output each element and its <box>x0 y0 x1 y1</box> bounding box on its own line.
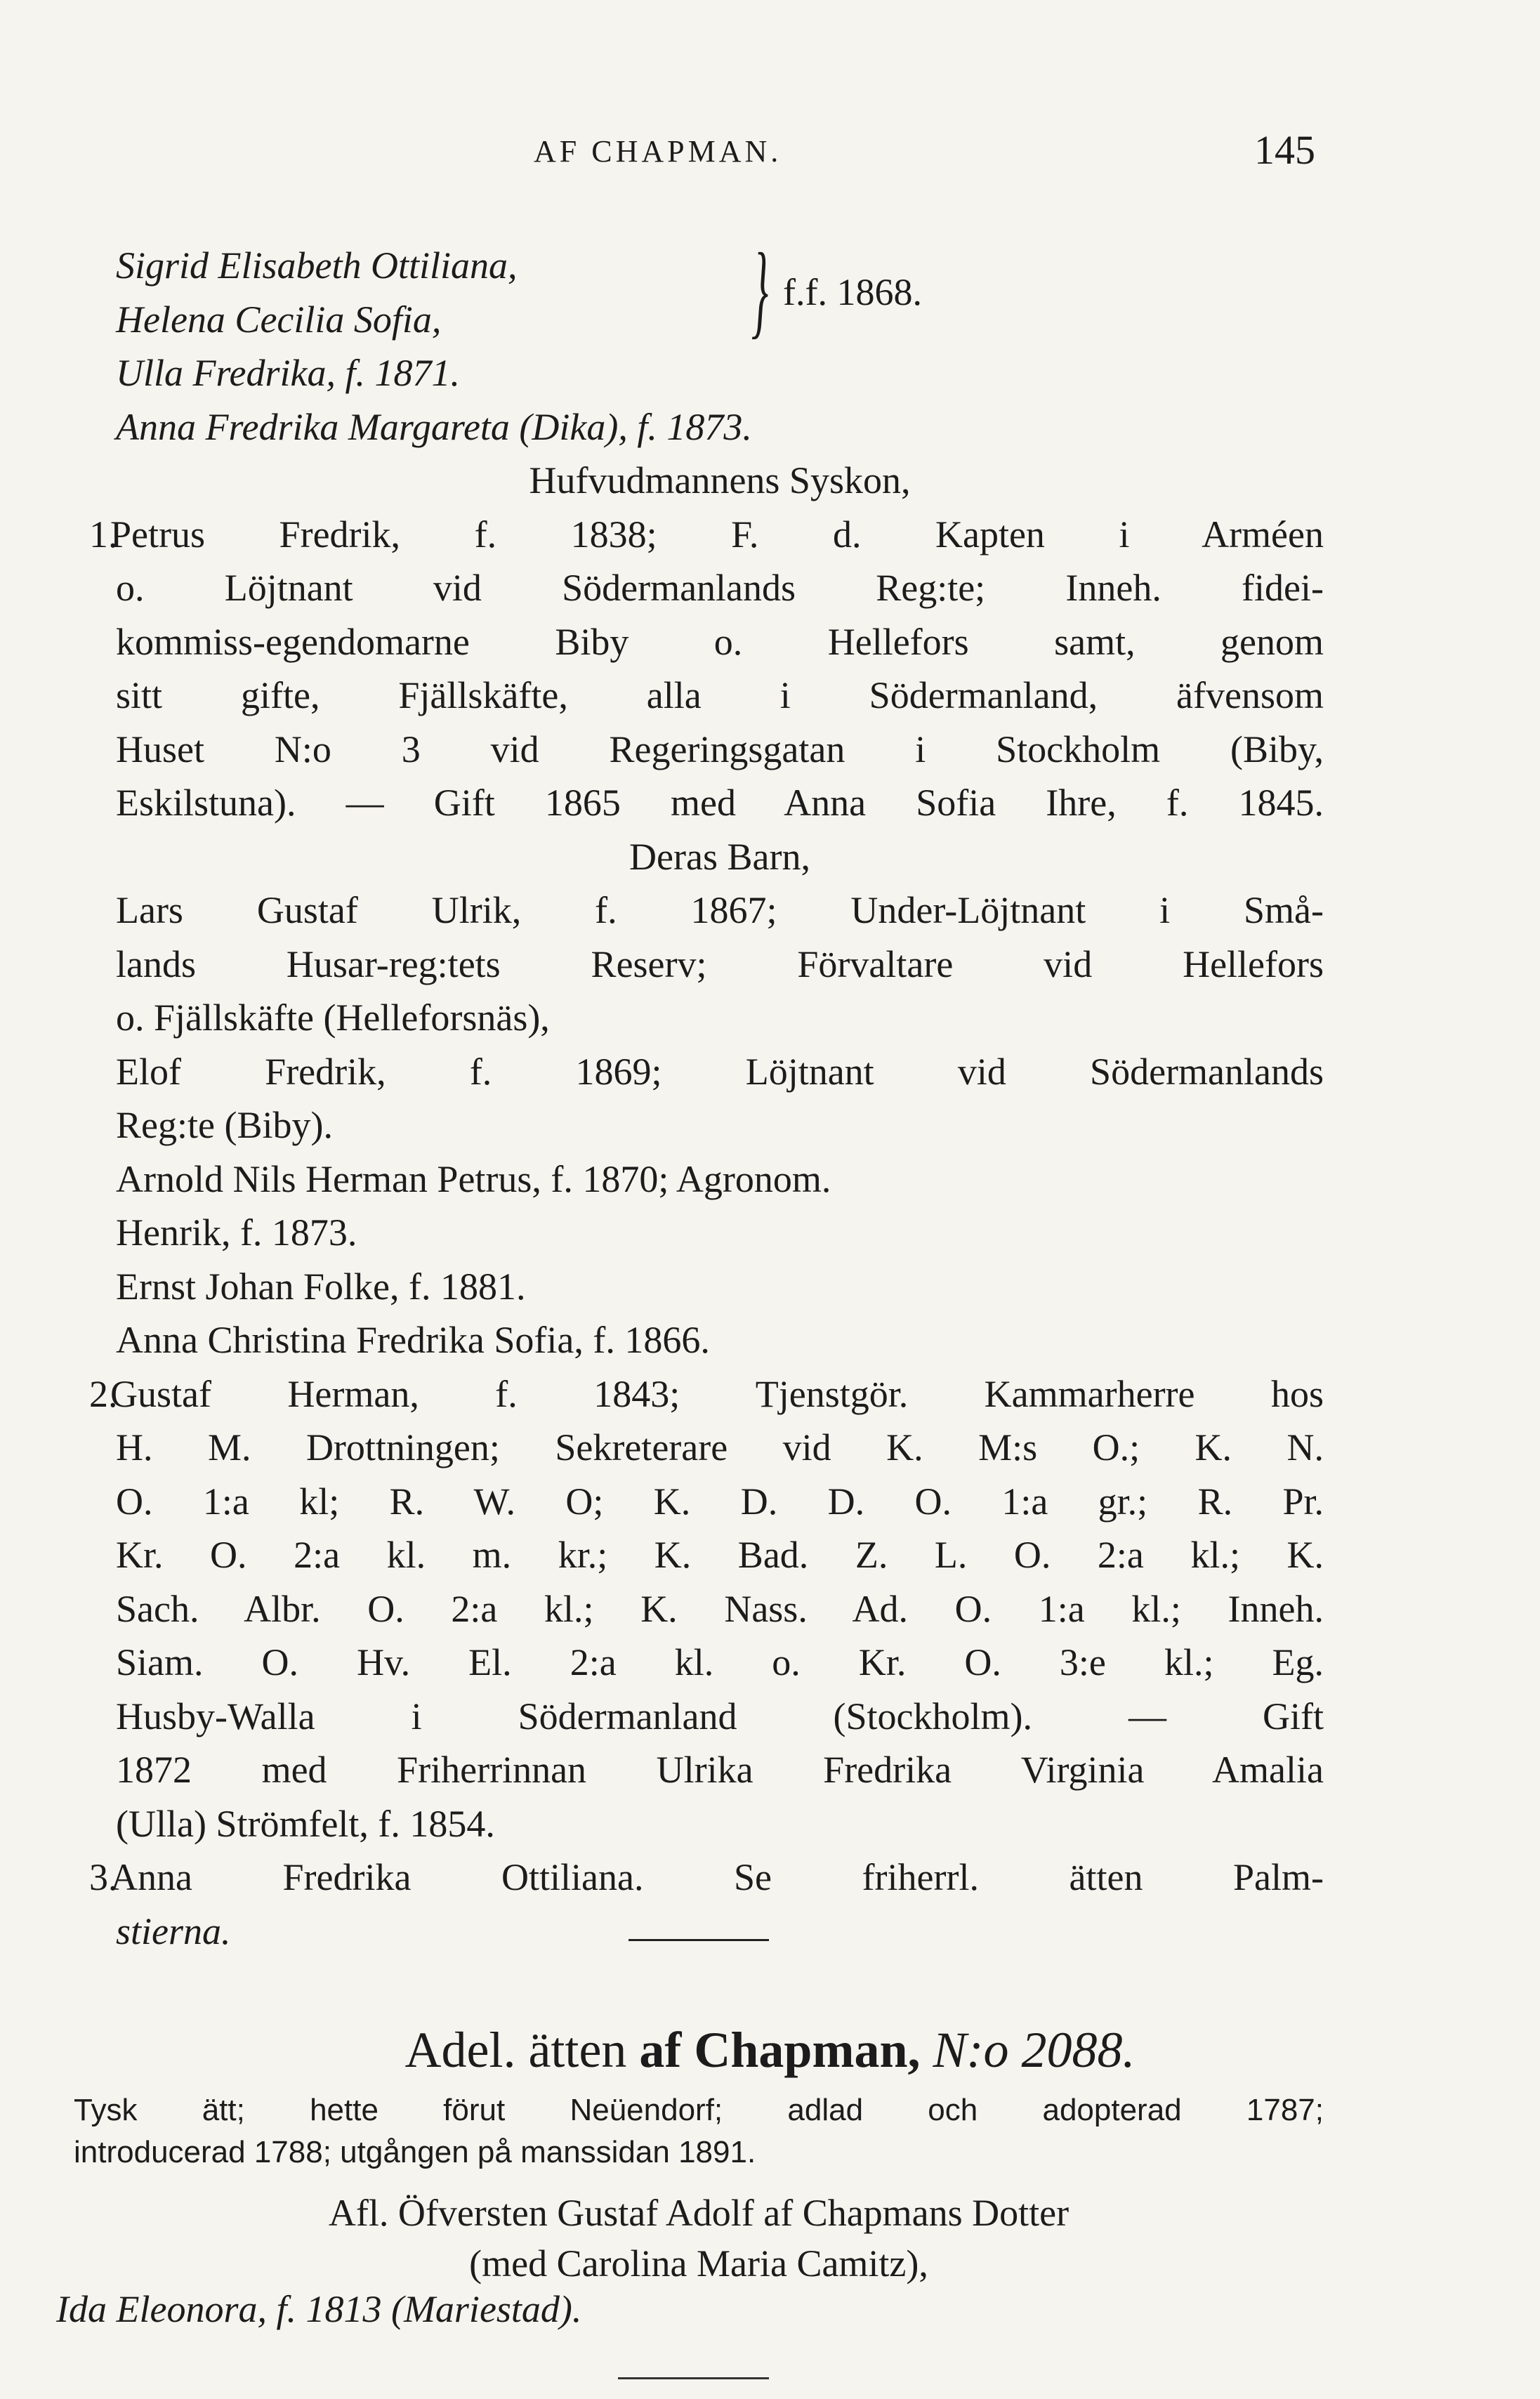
entry2-line8: 1872 med Friherrinnan Ulrika Fredrika Virginia Amalia <box>116 1749 1324 1791</box>
bottom-rule <box>618 2377 769 2379</box>
title-number: N:o 2088. <box>933 2022 1136 2078</box>
entry1-line3: kommiss-egendomarne Biby o. Hellefors samt, genom <box>116 620 1324 663</box>
entry1-number: 1. <box>89 513 118 556</box>
entry2-line6: Siam. O. Hv. El. 2:a kl. o. Kr. O. 3:e kl.; Eg. <box>116 1641 1324 1683</box>
child-elof-line1: Elof Fredrik, f. 1869; Löjtnant vid Södermanlands <box>116 1050 1324 1093</box>
heading-barn: Deras Barn, <box>629 835 810 878</box>
entry1-line6: Eskilstuna). — Gift 1865 med Anna Sofia Ihre, f. 1845. <box>116 782 1324 824</box>
heading-syskon: Hufvudmannens Syskon, <box>529 459 911 501</box>
entry1-line5: Huset N:o 3 vid Regeringsgatan i Stockholm (Biby, <box>116 728 1324 770</box>
entry1-line1: 1.Petrus Fredrik, f. 1838; F. d. Kapten i Arméen <box>116 508 1324 562</box>
main-text <box>89 232 1324 1958</box>
entry2-line4: Kr. O. 2:a kl. m. kr.; K. Bad. Z. L. O. 2:a kl.; K. <box>116 1534 1324 1576</box>
child-arnold: Arnold Nils Herman Petrus, f. 1870; Agronom. <box>116 1157 831 1200</box>
child-ida: Ida Eleonora, f. 1813 (Mariestad). <box>56 2288 582 2330</box>
entry2-line3: O. 1:a kl; R. W. O; K. D. D. O. 1:a gr.; R. Pr. <box>116 1480 1324 1523</box>
page-number: 145 <box>1254 127 1315 173</box>
brace-symbol: } <box>751 232 768 348</box>
entry2-line2: H. M. Drottningen; Sekreterare vid K. M:s O.; K. N. <box>116 1426 1324 1468</box>
child-lars-line1: Lars Gustaf Ulrik, f. 1867; Under-Löjtnant i Små- <box>116 889 1324 931</box>
child-ulla: Ulla Fredrika, f. 1871. <box>116 352 460 394</box>
child-anna-fredrika: Anna Fredrika Margareta (Dika), f. 1873. <box>116 405 752 448</box>
child-henrik: Henrik, f. 1873. <box>116 1211 357 1254</box>
child-lars-line3: o. Fjällskäfte (Helleforsnäs), <box>116 997 550 1039</box>
entry2-line9: (Ulla) Strömfelt, f. 1854. <box>116 1802 495 1845</box>
entry3-line2: stierna. <box>116 1910 231 1952</box>
subtitle-line2: introducerad 1788; utgången på manssidan 1891. <box>74 2135 756 2169</box>
title-prefix: Adel. ätten <box>404 2022 627 2078</box>
entry2-line1: 2.Gustaf Herman, f. 1843; Tjenstgör. Kammarherre hos <box>116 1367 1324 1421</box>
section-title <box>0 2021 1540 2079</box>
afl-line1: Afl. Öfversten Gustaf Adolf af Chapmans Dotter <box>328 2192 1070 2234</box>
child-elof-line2: Reg:te (Biby). <box>116 1104 333 1146</box>
section-divider <box>628 1939 769 1941</box>
brace-group <box>116 232 1324 348</box>
afl-line2: (med Carolina Maria Camitz), <box>469 2242 928 2285</box>
child-sigrid: Sigrid Elisabeth Ottiliana, <box>116 244 518 287</box>
running-title: AF CHAPMAN. <box>534 134 782 169</box>
entry3-line1: 3.Anna Fredrika Ottiliana. Se friherrl. ätten Palm- <box>116 1851 1324 1905</box>
entry2-number: 2. <box>89 1372 118 1415</box>
entry1-line2: o. Löjtnant vid Södermanlands Reg:te; Inneh. fidei- <box>116 567 1324 609</box>
child-anna-christina: Anna Christina Fredrika Sofia, f. 1866. <box>116 1319 710 1361</box>
section-subtitle <box>74 2089 1324 2174</box>
entry1-line4: sitt gifte, Fjällskäfte, alla i Södermanland, äfvensom <box>116 674 1324 716</box>
child-lars-line2: lands Husar-reg:tets Reserv; Förvaltare vid Hellefors <box>116 942 1324 985</box>
entry2-line5: Sach. Albr. O. 2:a kl.; K. Nass. Ad. O. 1:a kl.; Inneh. <box>116 1587 1324 1630</box>
child-ernst: Ernst Johan Folke, f. 1881. <box>116 1265 526 1308</box>
page-header <box>0 127 1540 190</box>
subtitle-line1: Tysk ätt; hette förut Neüendorf; adlad och adopterad 1787; <box>74 2093 1324 2127</box>
entry3-number: 3. <box>89 1856 118 1898</box>
child-helena: Helena Cecilia Sofia, <box>116 298 442 341</box>
twins-note: f.f. 1868. <box>783 271 922 313</box>
title-family-name: af Chapman, <box>639 2022 921 2078</box>
descendant-intro <box>74 2188 1324 2289</box>
entry2-line7: Husby-Walla i Södermanland (Stockholm). — Gift <box>116 1695 1324 1737</box>
